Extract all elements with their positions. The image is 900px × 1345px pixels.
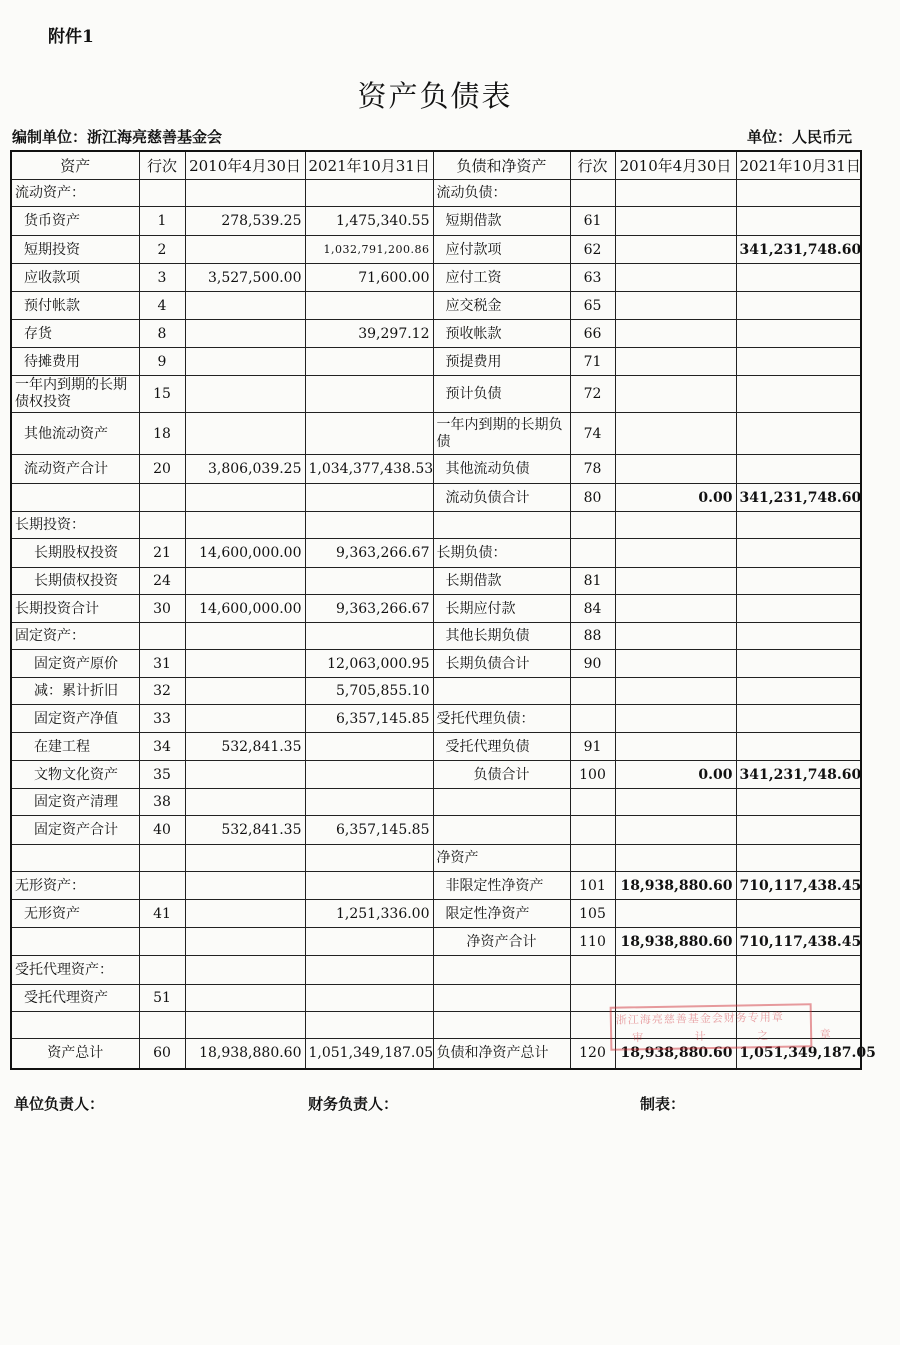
liability-item-cell <box>433 678 570 705</box>
liability-value-2021-cell <box>736 413 861 455</box>
asset-row-no-cell: 20 <box>139 455 185 484</box>
liability-value-2021-cell: 341,231,748.60 <box>736 484 861 512</box>
liability-value-2021-cell <box>736 180 861 207</box>
liability-row-no-cell <box>570 956 615 985</box>
liability-item-cell <box>433 789 570 816</box>
asset-row-no-cell <box>139 928 185 956</box>
liability-value-2010-cell: 18,938,880.60 <box>615 928 736 956</box>
liability-item-cell: 预提费用 <box>433 348 570 376</box>
col-header-row-no: 行次 <box>139 151 185 180</box>
liability-row-no-cell: 90 <box>570 650 615 678</box>
col-header-date-2: 2021年10月31日 <box>305 151 433 180</box>
liability-value-2021-cell <box>736 956 861 985</box>
asset-item-cell: 应收款项 <box>11 264 139 292</box>
asset-value-2021-cell <box>305 484 433 512</box>
liability-row-no-cell: 61 <box>570 207 615 236</box>
table-row <box>11 872 861 900</box>
asset-item-cell: 文物文化资产 <box>11 761 139 789</box>
liability-value-2010-cell <box>615 348 736 376</box>
asset-value-2021-cell: 1,032,791,200.86 <box>305 236 433 264</box>
page-title: 资产负债表 <box>357 79 513 113</box>
liability-value-2021-cell: 1,051,349,187.05 <box>736 1039 861 1069</box>
liability-item-cell <box>433 985 570 1012</box>
currency-unit-label: 单位：人民币元 <box>746 128 852 146</box>
liability-value-2010-cell <box>615 264 736 292</box>
asset-item-cell: 长期股权投资 <box>11 539 139 568</box>
liability-value-2010-cell <box>615 650 736 678</box>
asset-row-no-cell: 1 <box>139 207 185 236</box>
asset-value-2021-cell <box>305 789 433 816</box>
liability-value-2010-cell: 18,938,880.60 <box>615 1039 736 1069</box>
liability-value-2021-cell <box>736 376 861 413</box>
asset-value-2010-cell <box>185 705 305 733</box>
liability-value-2010-cell <box>615 678 736 705</box>
asset-row-no-cell <box>139 180 185 207</box>
asset-item-cell: 无形资产： <box>11 872 139 900</box>
asset-value-2010-cell <box>185 872 305 900</box>
asset-value-2010-cell <box>185 180 305 207</box>
liability-item-cell: 长期应付款 <box>433 595 570 623</box>
asset-value-2021-cell: 39,297.12 <box>305 320 433 348</box>
liability-row-no-cell: 80 <box>570 484 615 512</box>
table-row <box>11 623 861 650</box>
liability-row-no-cell: 71 <box>570 348 615 376</box>
table-row <box>11 928 861 956</box>
asset-value-2021-cell: 6,357,145.85 <box>305 816 433 845</box>
liability-value-2021-cell <box>736 455 861 484</box>
table-row <box>11 845 861 872</box>
asset-item-cell: 固定资产合计 <box>11 816 139 845</box>
liability-value-2010-cell <box>615 705 736 733</box>
asset-value-2010-cell: 3,806,039.25 <box>185 455 305 484</box>
asset-value-2021-cell: 5,705,855.10 <box>305 678 433 705</box>
liability-value-2010-cell <box>615 207 736 236</box>
liability-row-no-cell: 63 <box>570 264 615 292</box>
table-row <box>11 180 861 207</box>
seal-text-line-2: 审 计 之 章 <box>632 1027 855 1045</box>
table-row <box>11 236 861 264</box>
asset-item-cell: 固定资产原价 <box>11 650 139 678</box>
asset-row-no-cell: 18 <box>139 413 185 455</box>
liability-value-2010-cell <box>615 568 736 595</box>
liability-value-2021-cell <box>736 705 861 733</box>
table-row <box>11 900 861 928</box>
asset-value-2010-cell: 18,938,880.60 <box>185 1039 305 1069</box>
asset-item-cell <box>11 1012 139 1039</box>
liability-item-cell: 长期负债： <box>433 539 570 568</box>
asset-row-no-cell: 40 <box>139 816 185 845</box>
asset-value-2010-cell <box>185 236 305 264</box>
asset-value-2010-cell <box>185 320 305 348</box>
liability-item-cell: 一年内到期的长期负债 <box>433 413 570 455</box>
liability-value-2021-cell <box>736 678 861 705</box>
asset-value-2010-cell: 14,600,000.00 <box>185 539 305 568</box>
asset-value-2010-cell <box>185 292 305 320</box>
liability-value-2021-cell <box>736 650 861 678</box>
asset-item-cell <box>11 845 139 872</box>
col-header-assets: 资产 <box>11 151 139 180</box>
asset-value-2021-cell <box>305 376 433 413</box>
asset-item-cell: 资产总计 <box>11 1039 139 1069</box>
asset-row-no-cell: 33 <box>139 705 185 733</box>
liability-value-2010-cell <box>615 733 736 761</box>
asset-row-no-cell <box>139 845 185 872</box>
liability-row-no-cell: 74 <box>570 413 615 455</box>
liability-value-2021-cell <box>736 733 861 761</box>
asset-row-no-cell: 3 <box>139 264 185 292</box>
liability-value-2021-cell <box>736 512 861 539</box>
table-row <box>11 733 861 761</box>
liability-row-no-cell: 78 <box>570 455 615 484</box>
liability-row-no-cell: 72 <box>570 376 615 413</box>
col-header-date-4: 2021年10月31日 <box>736 151 861 180</box>
liability-value-2010-cell <box>615 236 736 264</box>
liability-row-no-cell: 110 <box>570 928 615 956</box>
asset-value-2021-cell <box>305 512 433 539</box>
asset-value-2021-cell: 1,051,349,187.05 <box>305 1039 433 1069</box>
asset-row-no-cell: 60 <box>139 1039 185 1069</box>
liability-row-no-cell: 100 <box>570 761 615 789</box>
liability-row-no-cell: 105 <box>570 900 615 928</box>
liability-row-no-cell: 81 <box>570 568 615 595</box>
asset-value-2021-cell <box>305 928 433 956</box>
asset-row-no-cell: 24 <box>139 568 185 595</box>
seal-stamp <box>610 1003 855 1051</box>
liability-value-2021-cell: 341,231,748.60 <box>736 236 861 264</box>
asset-row-no-cell: 32 <box>139 678 185 705</box>
liability-value-2021-cell <box>736 900 861 928</box>
liability-value-2010-cell <box>615 292 736 320</box>
asset-value-2021-cell: 9,363,266.67 <box>305 595 433 623</box>
asset-row-no-cell: 34 <box>139 733 185 761</box>
table-row <box>11 207 861 236</box>
liability-value-2021-cell: 710,117,438.45 <box>736 928 861 956</box>
liability-item-cell: 受托代理负债： <box>433 705 570 733</box>
asset-value-2021-cell: 12,063,000.95 <box>305 650 433 678</box>
liability-value-2021-cell <box>736 816 861 845</box>
asset-value-2010-cell: 3,527,500.00 <box>185 264 305 292</box>
asset-item-cell <box>11 484 139 512</box>
table-row <box>11 761 861 789</box>
asset-value-2021-cell: 1,034,377,438.53 <box>305 455 433 484</box>
asset-row-no-cell: 38 <box>139 789 185 816</box>
asset-value-2021-cell <box>305 956 433 985</box>
footer-finance-head: 财务负责人： <box>308 1095 399 1113</box>
asset-value-2021-cell: 71,600.00 <box>305 264 433 292</box>
asset-value-2010-cell <box>185 789 305 816</box>
asset-item-cell: 其他流动资产 <box>11 413 139 455</box>
liability-item-cell: 负债和净资产总计 <box>433 1039 570 1069</box>
table-row <box>11 568 861 595</box>
liability-value-2010-cell <box>615 180 736 207</box>
asset-value-2010-cell <box>185 484 305 512</box>
asset-value-2010-cell <box>185 956 305 985</box>
asset-value-2021-cell: 1,475,340.55 <box>305 207 433 236</box>
asset-row-no-cell <box>139 956 185 985</box>
liability-row-no-cell <box>570 705 615 733</box>
asset-item-cell: 一年内到期的长期债权投资 <box>11 376 139 413</box>
liability-row-no-cell <box>570 985 615 1012</box>
liability-row-no-cell <box>570 678 615 705</box>
liability-item-cell: 其他长期负债 <box>433 623 570 650</box>
asset-item-cell: 固定资产： <box>11 623 139 650</box>
seal-text-line-1: 浙江海亮慈善基金会财务专用章 <box>615 1010 784 1027</box>
asset-value-2021-cell <box>305 1012 433 1039</box>
table-row <box>11 348 861 376</box>
liability-value-2021-cell <box>736 207 861 236</box>
liability-value-2010-cell: 18,938,880.60 <box>615 872 736 900</box>
liability-value-2021-cell <box>736 568 861 595</box>
liability-value-2010-cell: 0.00 <box>615 484 736 512</box>
table-row <box>11 705 861 733</box>
col-header-liabilities: 负债和净资产 <box>433 151 570 180</box>
liability-value-2010-cell <box>615 845 736 872</box>
liability-value-2021-cell <box>736 623 861 650</box>
liability-value-2021-cell <box>736 539 861 568</box>
asset-value-2021-cell <box>305 872 433 900</box>
liability-row-no-cell <box>570 789 615 816</box>
liability-item-cell <box>433 956 570 985</box>
asset-item-cell: 短期投资 <box>11 236 139 264</box>
liability-item-cell: 应付款项 <box>433 236 570 264</box>
liability-value-2010-cell <box>615 816 736 845</box>
liability-item-cell: 限定性净资产 <box>433 900 570 928</box>
asset-value-2010-cell <box>185 678 305 705</box>
asset-value-2010-cell <box>185 348 305 376</box>
table-header-row <box>11 151 861 180</box>
asset-value-2021-cell <box>305 623 433 650</box>
asset-value-2010-cell: 532,841.35 <box>185 816 305 845</box>
asset-value-2021-cell <box>305 761 433 789</box>
asset-value-2010-cell <box>185 928 305 956</box>
liability-item-cell: 预收帐款 <box>433 320 570 348</box>
asset-item-cell: 固定资产清理 <box>11 789 139 816</box>
asset-row-no-cell: 21 <box>139 539 185 568</box>
asset-item-cell: 待摊费用 <box>11 348 139 376</box>
liability-row-no-cell: 84 <box>570 595 615 623</box>
table-row <box>11 512 861 539</box>
asset-row-no-cell: 4 <box>139 292 185 320</box>
asset-value-2010-cell <box>185 900 305 928</box>
liability-row-no-cell: 88 <box>570 623 615 650</box>
liability-row-no-cell: 65 <box>570 292 615 320</box>
liability-item-cell <box>433 512 570 539</box>
asset-row-no-cell <box>139 623 185 650</box>
liability-row-no-cell: 91 <box>570 733 615 761</box>
liability-value-2021-cell: 710,117,438.45 <box>736 872 861 900</box>
asset-row-no-cell: 51 <box>139 985 185 1012</box>
liability-row-no-cell <box>570 1012 615 1039</box>
asset-value-2010-cell: 532,841.35 <box>185 733 305 761</box>
liability-item-cell: 应交税金 <box>433 292 570 320</box>
asset-value-2021-cell: 1,251,336.00 <box>305 900 433 928</box>
liability-value-2010-cell: 0.00 <box>615 761 736 789</box>
liability-value-2010-cell <box>615 413 736 455</box>
asset-value-2021-cell <box>305 733 433 761</box>
asset-value-2021-cell: 6,357,145.85 <box>305 705 433 733</box>
asset-value-2021-cell <box>305 985 433 1012</box>
asset-row-no-cell: 30 <box>139 595 185 623</box>
table-row <box>11 678 861 705</box>
asset-value-2021-cell <box>305 348 433 376</box>
liability-item-cell <box>433 1012 570 1039</box>
liability-item-cell: 长期借款 <box>433 568 570 595</box>
asset-row-no-cell <box>139 484 185 512</box>
table-row <box>11 539 861 568</box>
asset-row-no-cell: 35 <box>139 761 185 789</box>
liability-item-cell: 负债合计 <box>433 761 570 789</box>
asset-item-cell: 在建工程 <box>11 733 139 761</box>
liability-row-no-cell: 66 <box>570 320 615 348</box>
liability-value-2021-cell <box>736 320 861 348</box>
table-row <box>11 292 861 320</box>
asset-value-2021-cell: 9,363,266.67 <box>305 539 433 568</box>
table-row <box>11 264 861 292</box>
asset-value-2010-cell <box>185 376 305 413</box>
attachment-label: 附件1 <box>48 27 94 47</box>
liability-value-2021-cell <box>736 264 861 292</box>
asset-value-2010-cell <box>185 512 305 539</box>
asset-item-cell: 长期债权投资 <box>11 568 139 595</box>
liability-value-2021-cell <box>736 348 861 376</box>
asset-item-cell: 减：累计折旧 <box>11 678 139 705</box>
asset-item-cell: 长期投资： <box>11 512 139 539</box>
liability-value-2010-cell <box>615 595 736 623</box>
liability-value-2021-cell <box>736 845 861 872</box>
liability-item-cell: 受托代理负债 <box>433 733 570 761</box>
col-header-date-3: 2010年4月30日 <box>615 151 736 180</box>
liability-value-2010-cell <box>615 623 736 650</box>
liability-value-2010-cell <box>615 376 736 413</box>
table-row <box>11 595 861 623</box>
asset-value-2010-cell <box>185 761 305 789</box>
liability-item-cell: 流动负债合计 <box>433 484 570 512</box>
asset-item-cell: 预付帐款 <box>11 292 139 320</box>
asset-value-2010-cell <box>185 650 305 678</box>
asset-item-cell: 受托代理资产 <box>11 985 139 1012</box>
asset-row-no-cell: 41 <box>139 900 185 928</box>
liability-row-no-cell <box>570 539 615 568</box>
liability-row-no-cell <box>570 845 615 872</box>
liability-value-2010-cell <box>615 512 736 539</box>
asset-item-cell: 长期投资合计 <box>11 595 139 623</box>
table-row <box>11 455 861 484</box>
asset-item-cell: 货币资产 <box>11 207 139 236</box>
liability-item-cell: 非限定性净资产 <box>433 872 570 900</box>
asset-row-no-cell <box>139 512 185 539</box>
liability-value-2010-cell <box>615 789 736 816</box>
asset-value-2010-cell <box>185 845 305 872</box>
footer-prepared-by: 制表： <box>640 1095 686 1113</box>
table-row <box>11 816 861 845</box>
liability-item-cell <box>433 816 570 845</box>
liability-value-2010-cell <box>615 900 736 928</box>
table-row <box>11 320 861 348</box>
asset-value-2021-cell <box>305 292 433 320</box>
liability-item-cell: 净资产合计 <box>433 928 570 956</box>
asset-value-2010-cell: 278,539.25 <box>185 207 305 236</box>
liability-item-cell: 短期借款 <box>433 207 570 236</box>
asset-row-no-cell <box>139 1012 185 1039</box>
asset-item-cell: 受托代理资产： <box>11 956 139 985</box>
liability-item-cell: 应付工资 <box>433 264 570 292</box>
liability-value-2021-cell <box>736 595 861 623</box>
liability-row-no-cell: 62 <box>570 236 615 264</box>
asset-value-2010-cell <box>185 623 305 650</box>
liability-item-cell: 预计负债 <box>433 376 570 413</box>
preparer-label: 编制单位：浙江海亮慈善基金会 <box>12 128 223 146</box>
liability-value-2010-cell <box>615 320 736 348</box>
liability-item-cell: 其他流动负债 <box>433 455 570 484</box>
table-row <box>11 376 861 413</box>
liability-value-2021-cell <box>736 292 861 320</box>
asset-row-no-cell: 2 <box>139 236 185 264</box>
balance-sheet-table <box>10 150 876 1070</box>
footer-unit-head: 单位负责人： <box>14 1095 105 1113</box>
table-row <box>11 413 861 455</box>
asset-value-2010-cell <box>185 413 305 455</box>
asset-value-2010-cell: 14,600,000.00 <box>185 595 305 623</box>
asset-item-cell: 固定资产净值 <box>11 705 139 733</box>
asset-item-cell <box>11 928 139 956</box>
table-row <box>11 650 861 678</box>
liability-value-2010-cell <box>615 956 736 985</box>
asset-row-no-cell: 15 <box>139 376 185 413</box>
liability-row-no-cell <box>570 512 615 539</box>
asset-item-cell: 流动资产： <box>11 180 139 207</box>
liability-value-2010-cell <box>615 539 736 568</box>
asset-value-2021-cell <box>305 845 433 872</box>
col-header-date-1: 2010年4月30日 <box>185 151 305 180</box>
liability-row-no-cell <box>570 816 615 845</box>
asset-row-no-cell <box>139 872 185 900</box>
asset-item-cell: 存货 <box>11 320 139 348</box>
liability-item-cell: 净资产 <box>433 845 570 872</box>
asset-item-cell: 流动资产合计 <box>11 455 139 484</box>
table-row <box>11 956 861 985</box>
asset-item-cell: 无形资产 <box>11 900 139 928</box>
liability-item-cell: 长期负债合计 <box>433 650 570 678</box>
table-body <box>11 180 876 1069</box>
asset-value-2021-cell <box>305 180 433 207</box>
table-row <box>11 789 861 816</box>
asset-value-2010-cell <box>185 568 305 595</box>
asset-row-no-cell: 31 <box>139 650 185 678</box>
liability-value-2021-cell: 341,231,748.60 <box>736 761 861 789</box>
liability-row-no-cell: 120 <box>570 1039 615 1069</box>
asset-value-2021-cell <box>305 413 433 455</box>
liability-item-cell: 流动负债： <box>433 180 570 207</box>
col-header-row-no-2: 行次 <box>570 151 615 180</box>
asset-value-2021-cell <box>305 568 433 595</box>
table-row <box>11 484 861 512</box>
liability-row-no-cell: 101 <box>570 872 615 900</box>
liability-row-no-cell <box>570 180 615 207</box>
asset-value-2010-cell <box>185 985 305 1012</box>
asset-value-2010-cell <box>185 1012 305 1039</box>
asset-row-no-cell: 9 <box>139 348 185 376</box>
liability-value-2021-cell <box>736 789 861 816</box>
info-row <box>12 126 852 148</box>
asset-row-no-cell: 8 <box>139 320 185 348</box>
liability-value-2010-cell <box>615 455 736 484</box>
